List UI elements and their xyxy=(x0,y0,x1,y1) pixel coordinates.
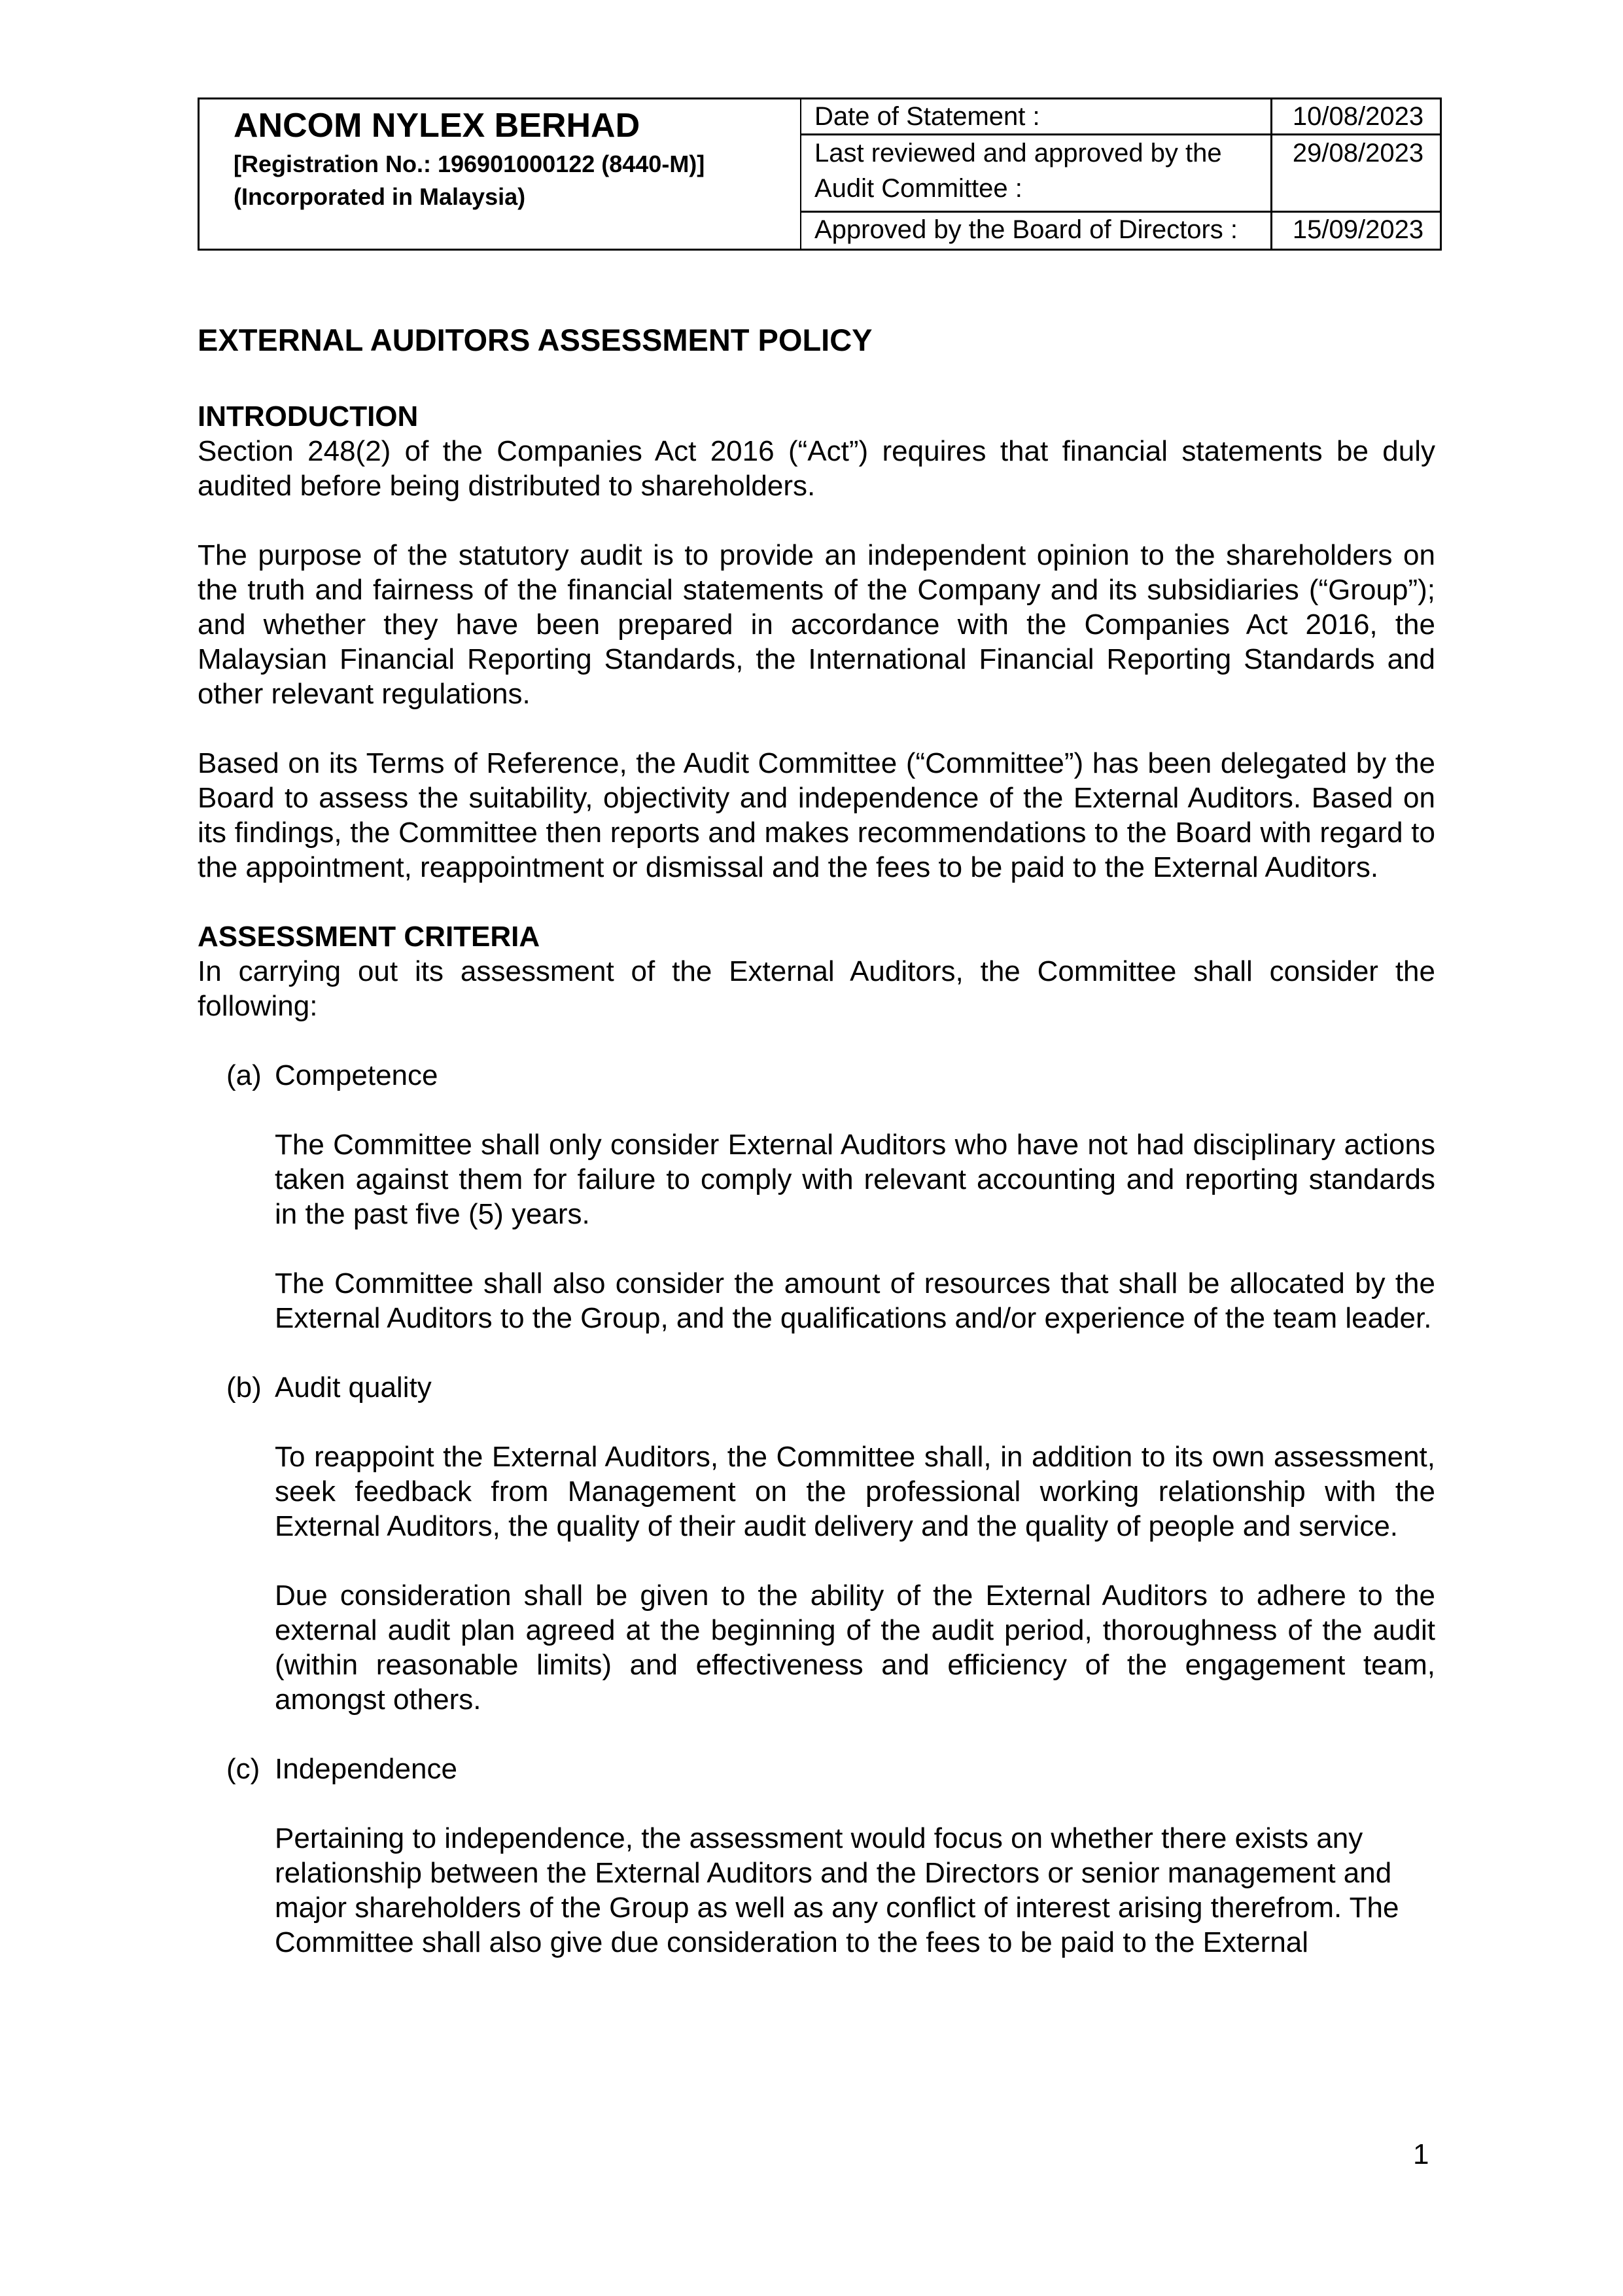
date-row xyxy=(801,213,1440,249)
paragraph: The Committee shall also consider the amount of resources that shall be allocated by the External Auditors to the Group, and the qualifications and/or experience of the team leader. xyxy=(275,1267,1435,1334)
introduction-heading: INTRODUCTION xyxy=(198,400,419,433)
incorporation-note: (Incorporated in Malaysia) xyxy=(234,183,526,210)
criterion-label: (a) xyxy=(226,1059,262,1091)
criterion-audit-quality xyxy=(226,1370,1435,1405)
criterion-label: (c) xyxy=(226,1753,260,1785)
paragraph: Based on its Terms of Reference, the Audit Committee (“Committee”) has been delegated by the Board to assess the suitability, objectivity and independence of the External Auditors. Based on its findings, the Committee then reports and makes recommendations to the Board with regard to the appointment, reappointment or dismissal and the fees to be paid to the External Auditors. xyxy=(198,747,1435,883)
criterion-title: Competence xyxy=(275,1059,438,1091)
date-label: Approved by the Board of Directors : xyxy=(801,213,1272,249)
date-label: Date of Statement : xyxy=(801,99,1272,133)
paragraph: Pertaining to independence, the assessment would focus on whether there exists any relationship between the External Auditors and the Directors or senior management and major shareholders of the Group as well as any conflict of interest arising therefrom. The Committee shall also give due consideration to the fees to be paid to the External xyxy=(275,1822,1399,1958)
criterion-label: (b) xyxy=(226,1371,262,1404)
paragraph: Section 248(2) of the Companies Act 2016 (“Act”) requires that financial statements be duly audited before being distributed to shareholders. xyxy=(198,435,1435,502)
criterion-title: Independence xyxy=(275,1753,457,1785)
document-title: EXTERNAL AUDITORS ASSESSMENT POLICY xyxy=(198,323,873,357)
date-label: Last reviewed and approved by the Audit Committee : xyxy=(801,135,1272,211)
document-header-table xyxy=(198,97,1442,251)
paragraph: The purpose of the statutory audit is to provide an independent opinion to the shareholders on the truth and fairness of the financial statements of the Company and its subsidiaries (“Group”); and whether they have been prepared in accordance with the Companies Act 2016, the Malaysian Financial Reporting Standards, the International Financial Reporting Standards and other relevant regulations. xyxy=(198,539,1435,710)
company-name: ANCOM NYLEX BERHAD xyxy=(234,107,640,145)
company-info xyxy=(200,99,801,249)
paragraph: In carrying out its assessment of the External Auditors, the Committee shall consider the following: xyxy=(198,955,1435,1022)
date-row xyxy=(801,99,1440,135)
date-value: 15/09/2023 xyxy=(1292,215,1424,244)
criterion-competence xyxy=(226,1058,1435,1093)
criterion-independence xyxy=(226,1752,1435,1786)
approval-dates xyxy=(801,99,1440,249)
date-value: 10/08/2023 xyxy=(1292,102,1424,131)
paragraph: To reappoint the External Auditors, the Committee shall, in addition to its own assessment, seek feedback from Management on the professional working relationship with the External Auditors, the quality of their audit delivery and the quality of people and service. xyxy=(275,1441,1435,1542)
page-number: 1 xyxy=(1413,2138,1429,2170)
date-value: 29/08/2023 xyxy=(1292,139,1424,168)
criterion-title: Audit quality xyxy=(275,1371,432,1404)
document-body xyxy=(198,319,1435,1960)
assessment-criteria-heading: ASSESSMENT CRITERIA xyxy=(198,921,540,953)
registration-number: [Registration No.: 196901000122 (8440-M)] xyxy=(234,150,705,177)
paragraph: Due consideration shall be given to the ability of the External Auditors to adhere to the external audit plan agreed at the beginning of the audit period, thoroughness of the audit (within reasonable limits) and effectiveness and efficiency of the engagement team, amongst others. xyxy=(275,1580,1435,1716)
paragraph: The Committee shall only consider External Auditors who have not had disciplinary actions taken against them for failure to comply with relevant accounting and reporting standards in the past five (5) years. xyxy=(275,1129,1435,1230)
date-row xyxy=(801,135,1440,213)
